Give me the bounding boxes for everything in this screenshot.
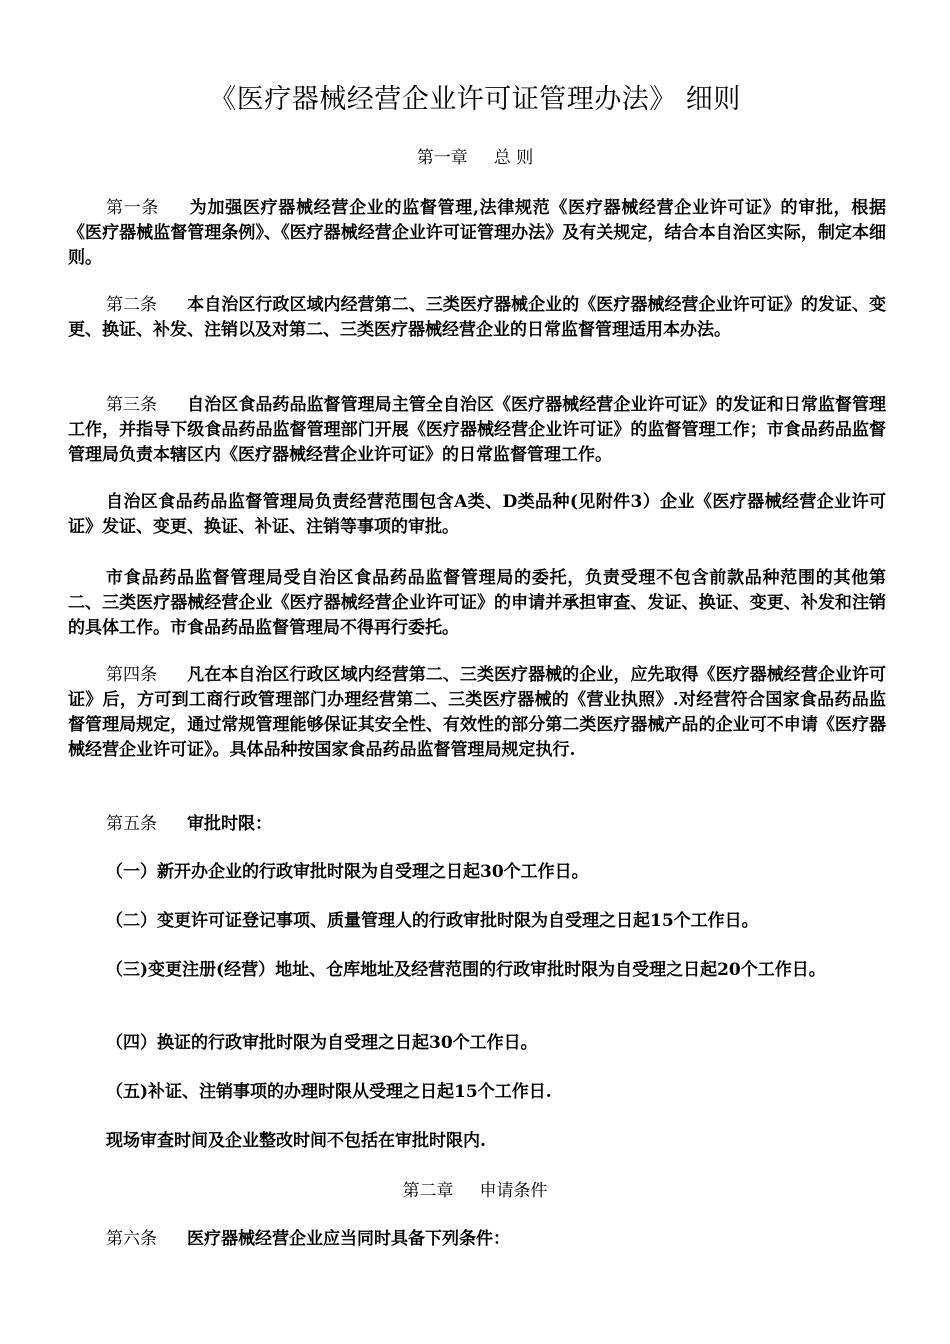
article-6 [68,1227,886,1252]
chapter-heading-1 [0,146,950,170]
chapter-name: 总 则 [493,148,534,168]
article-label: 第四条 [106,665,158,685]
list-item: （一）新开办企业的行政审批时限为自受理之日起30个工作日。 [106,862,589,882]
list-item: （二）变更许可证登记事项、质量管理人的行政审批时限为自受理之日起15个工作日。 [106,911,759,931]
article-label: 第三条 [106,395,158,415]
chapter-number: 第二章 [402,1181,454,1201]
article-label: 第一条 [106,198,160,218]
list-item: （五)补证、注销事项的办理时限从受理之日起15个工作日. [106,1082,552,1102]
chapter-number: 第一章 [416,148,468,168]
list-item: （三)变更注册(经营）地址、仓库地址及经营范围的行政审批时限为自受理之日起20个工作日。 [106,960,826,980]
article-text: 为加强医疗器械经营企业的监督管理,法律规范《医疗器械经营企业许可证》的审批，根据《医疗器械监督管理条例》、《医疗器械经营企业许可证管理办法》及有关规定，结合本自治区实际，制定本细则。 [68,198,887,268]
article-text: 自治区食品药品监督管理局主管全自治区《医疗器械经营企业许可证》的发证和日常监督管理工作，并指导下级食品药品监督管理部门开展《医疗器械经营企业许可证》的监督管理工作；市食品药品监督管理局负责本辖区内《医疗器械经营企业许可证》的日常监督管理工作。 [68,395,887,465]
paragraph-region-bureau: 自治区食品药品监督管理局负责经营范围包含A类、D类品种(见附件3）企业《医疗器械经营企业许可证》发证、变更、换证、补证、注销等事项的审批。 [68,492,886,537]
article-1 [68,196,886,271]
chapter-name: 申请条件 [479,1181,548,1201]
article-5 [68,812,886,837]
article-label: 第二条 [106,295,158,315]
document-title: 《医疗器械经营企业许可证管理办法》 细则 [209,84,741,115]
article-text: 本自治区行政区域内经营第二、三类医疗器械企业的《医疗器械经营企业许可证》的发证、变更、换证、补发、注销以及对第二、三类医疗器械经营企业的日常监督管理适用本办法。 [68,295,887,340]
article-4 [68,663,886,763]
article-text: 审批时限： [187,814,272,834]
paragraph-city-bureau: 市食品药品监督管理局受自治区食品药品监督管理局的委托，负责受理不包含前款品种范围的其他第二、三类医疗器械经营企业《医疗器械经营企业许可证》的申请并承担审查、发证、换证、变更、补发和注销的具体工作。市食品药品监督管理局不得再行委托。 [68,568,886,638]
list-item: （四）换证的行政审批时限为自受理之日起30个工作日。 [106,1033,538,1053]
article-2 [68,293,886,343]
article-label: 第六条 [106,1229,157,1249]
paragraph-onsite-review: 现场审查时间及企业整改时间不包括在审批时限内. [106,1131,486,1151]
article-text: 凡在本自治区行政区域内经营第二、三类医疗器械的企业，应先取得《医疗器械经营企业许可证》后，方可到工商行政管理部门办理经营第二、三类医疗器械的《营业执照》.对经营符合国家食品药品监督管理局规定，通过常规管理能够保证其安全性、有效性的部分第二类医疗器械产品的企业可不申请《医疗器械经营企业许可证》。具体品种按国家食品药品监督管理局规定执行. [68,665,887,760]
article-label: 第五条 [106,814,157,834]
chapter-heading-2 [0,1179,950,1203]
article-text: 医疗器械经营企业应当同时具备下列条件： [187,1229,510,1249]
article-3 [68,393,886,468]
